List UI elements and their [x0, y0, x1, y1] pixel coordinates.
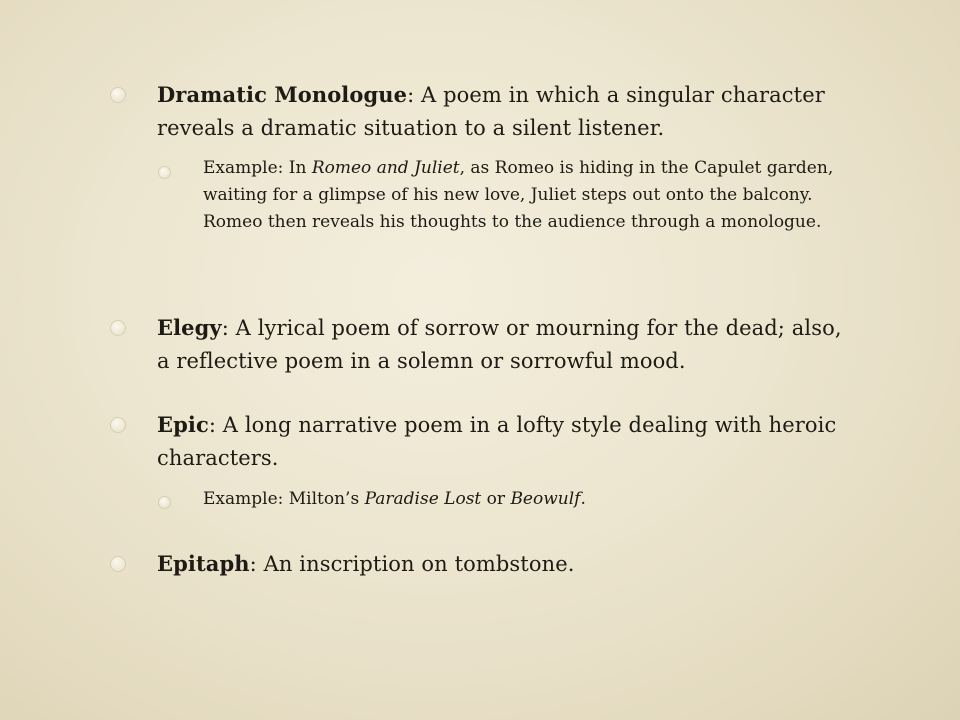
- definition-text: : An inscription on tombstone.: [249, 552, 575, 576]
- bullet-icon: [158, 166, 171, 179]
- term-label: Dramatic Monologue: [157, 82, 408, 107]
- example-prefix: Example: In: [203, 158, 312, 178]
- work-title: Romeo and Juliet: [311, 158, 460, 178]
- definition-text: : A long narrative poem in a lofty style dealing with heroic characters.: [157, 413, 837, 470]
- bullet-icon: [110, 417, 126, 433]
- example-text: , as Romeo is hiding in the Capulet garden, waiting for a glimpse of his new love, Juliet steps out onto the balcony. Romeo then reveals his thoughts to the audience through a monologue.: [203, 158, 834, 232]
- definition-elegy: [157, 311, 857, 378]
- bullet-icon: [158, 496, 171, 509]
- term-label: Elegy: [157, 315, 222, 340]
- bullet-icon: [110, 556, 126, 572]
- example-epic: [203, 486, 863, 513]
- example-connector: or: [481, 489, 511, 509]
- definition-epic: [157, 408, 857, 475]
- work-title: Beowulf: [510, 489, 581, 509]
- definition-dramatic-monologue: [157, 78, 857, 145]
- example-dramatic-monologue: [203, 155, 863, 236]
- work-title: Paradise Lost: [364, 489, 482, 509]
- definition-text: : A lyrical poem of sorrow or mourning for the dead; also, a reflective poem in a solemn or sorrowful mood.: [157, 316, 842, 373]
- bullet-icon: [110, 320, 126, 336]
- definition-text: : A poem in which a singular character reveals a dramatic situation to a silent listener.: [157, 83, 825, 140]
- term-label: Epic: [157, 412, 209, 437]
- definition-epitaph: [157, 547, 857, 581]
- example-text: .: [580, 489, 586, 509]
- bullet-icon: [110, 87, 126, 103]
- example-prefix: Example: Milton’s: [203, 489, 365, 509]
- term-label: Epitaph: [157, 551, 250, 576]
